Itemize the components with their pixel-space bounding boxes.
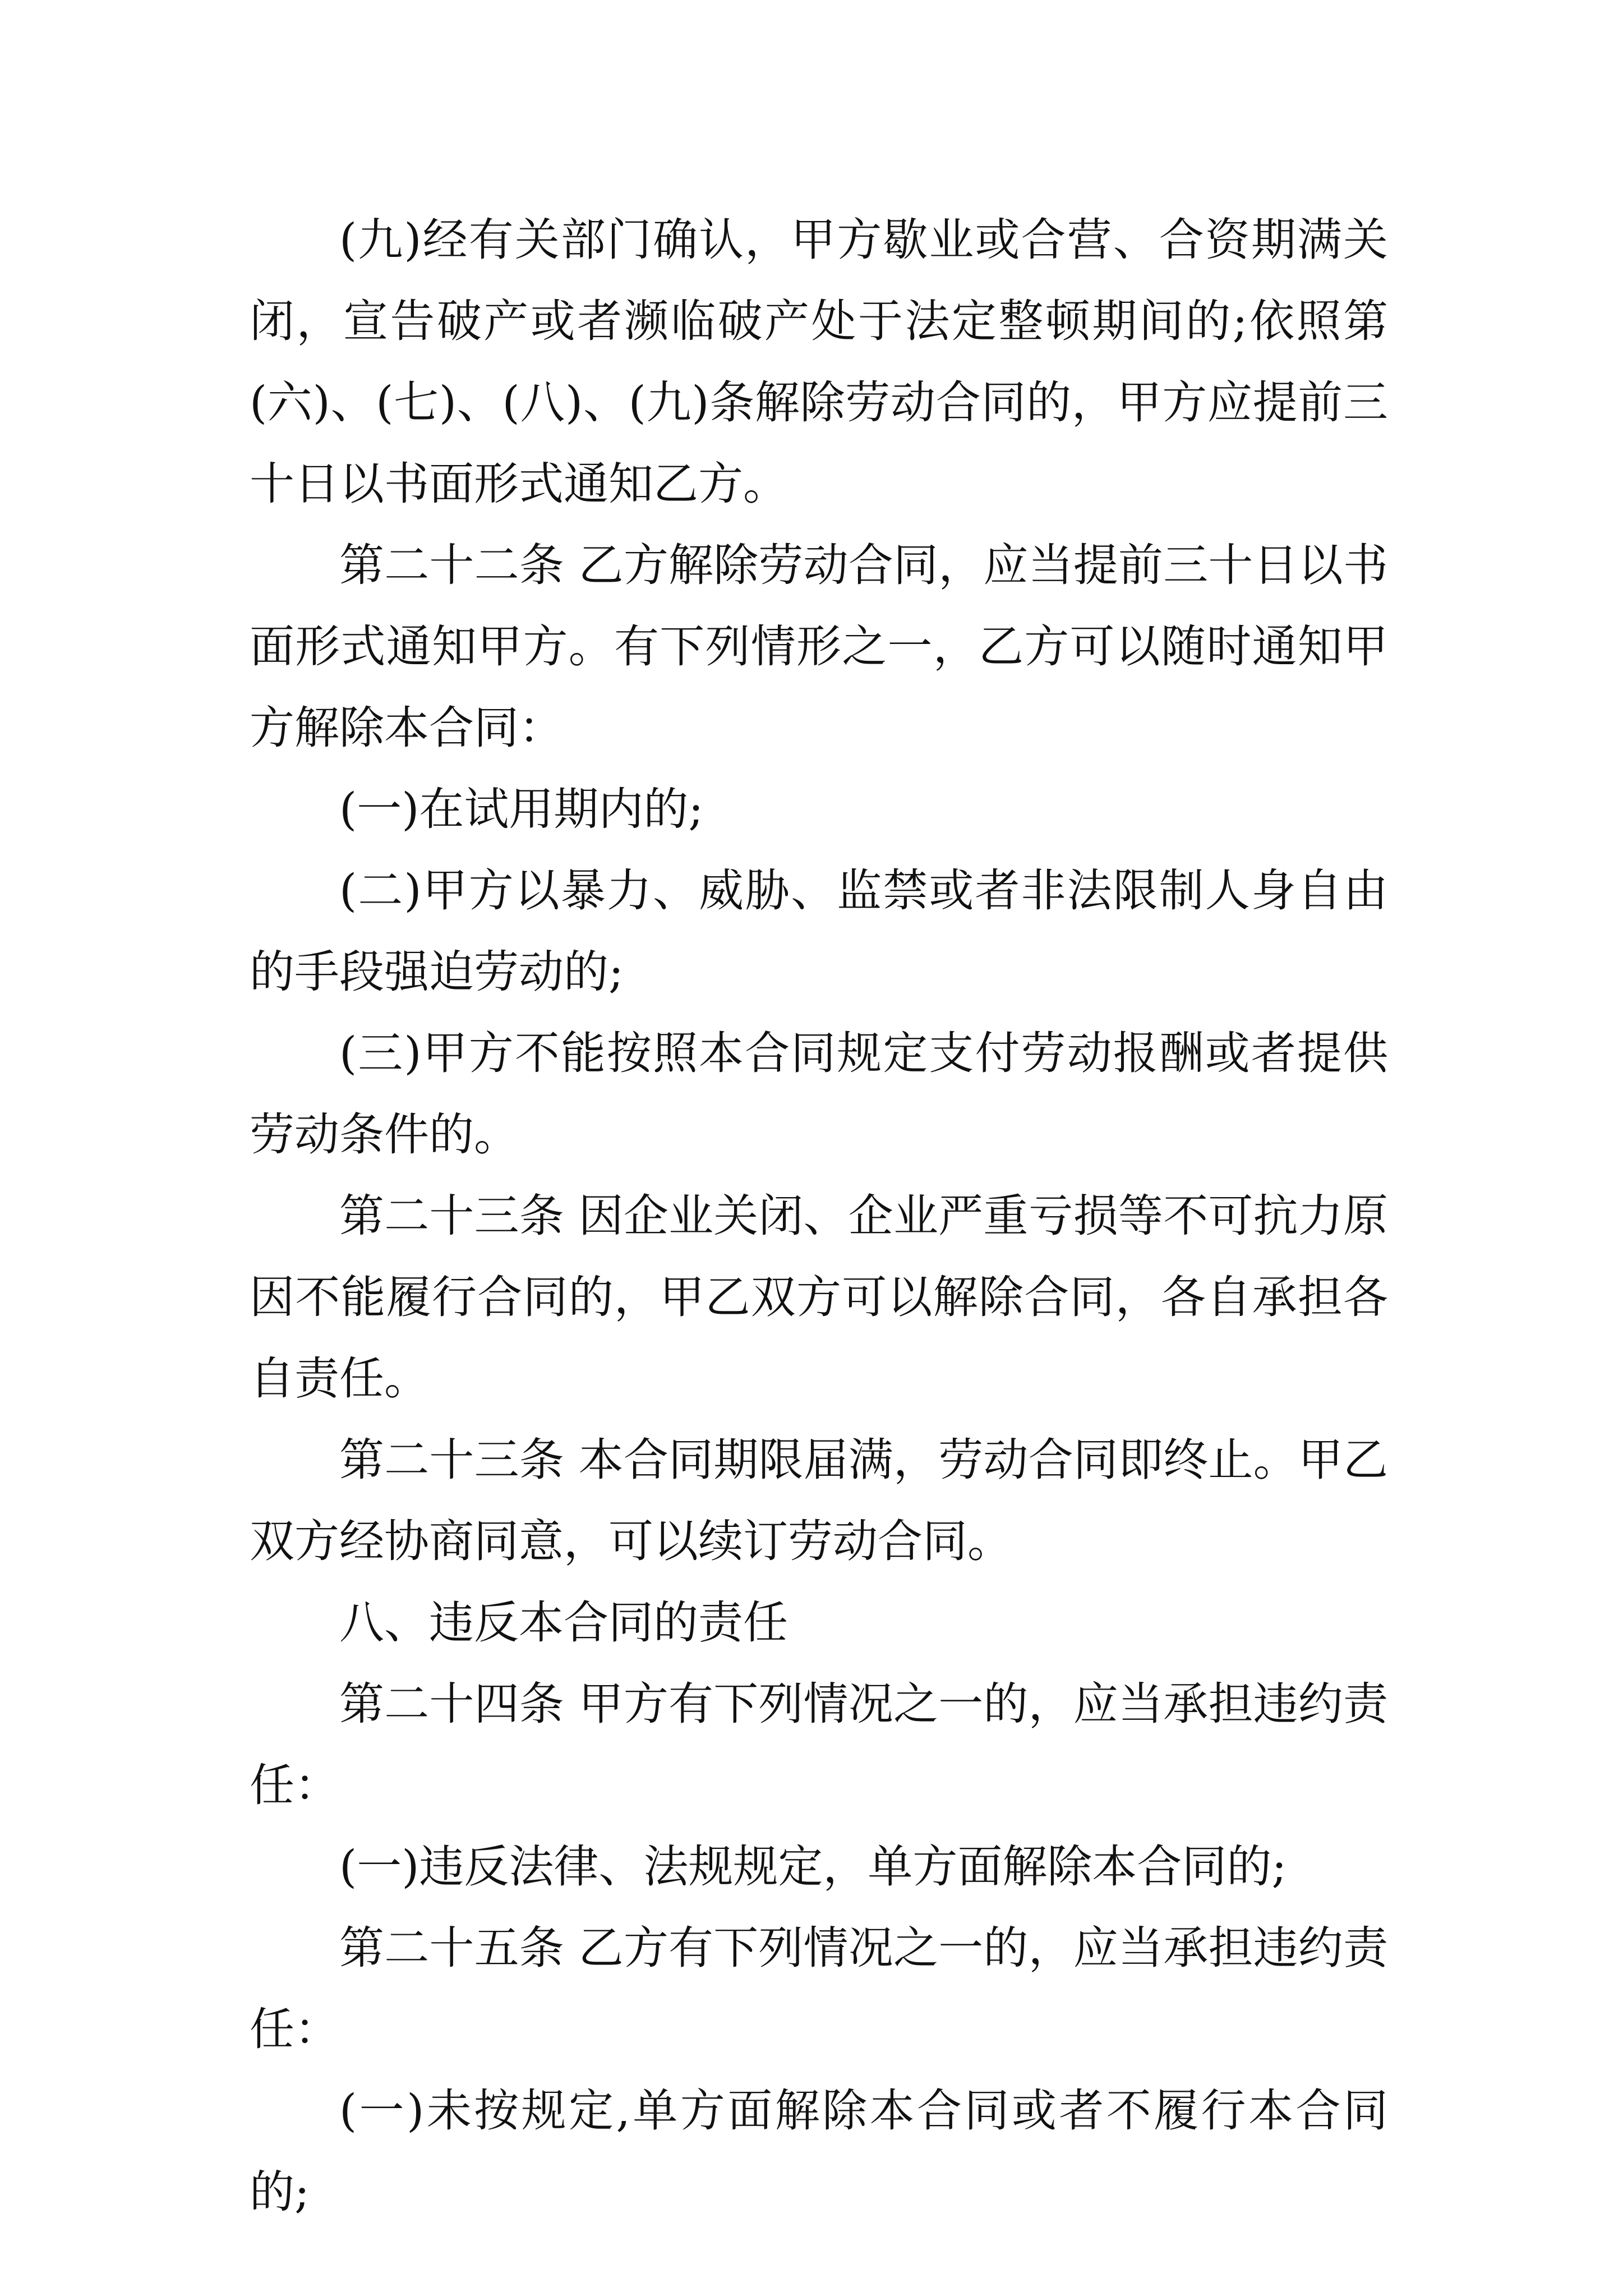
article-23-expiry: 第二十三条 本合同期限届满，劳动合同即终止。甲乙双方经协商同意，可以续订劳动合同。 (250, 1434, 1388, 1567)
article-25-item-1: (一)未按规定,单方面解除本合同或者不履行本合同的; (250, 2085, 1388, 2218)
article-22-item-2: (二)甲方以暴力、威胁、监禁或者非法限制人身自由的手段强迫劳动的; (250, 864, 1388, 998)
section-8-heading: 八、违反本合同的责任 (339, 1596, 788, 1649)
article-23-force-majeure: 第二十三条 因企业关闭、企业严重亏损等不可抗力原因不能履行合同的，甲乙双方可以解除合同，各自承担各自责任。 (250, 1190, 1388, 1405)
article-24-item-1: (一)违反法律、法规规定，单方面解除本合同的; (339, 1841, 1287, 1893)
clause-21-item-9: (九)经有关部门确认，甲方歇业或合营、合资期满关闭，宣告破产或者濒临破产处于法定整顿期间的;依照第(六)、(七)、(八)、(九)条解除劳动合同的，甲方应提前三十日以书面形式通知乙方。 (250, 214, 1388, 510)
document-body (250, 199, 1388, 2233)
article-22-item-3: (三)甲方不能按照本合同规定支付劳动报酬或者提供劳动条件的。 (250, 1027, 1388, 1161)
article-22-item-1: (一)在试用期内的; (339, 783, 704, 835)
article-22: 第二十二条 乙方解除劳动合同，应当提前三十日以书面形式通知甲方。有下列情形之一，乙方可以随时通知甲方解除本合同： (250, 539, 1388, 754)
article-25: 第二十五条 乙方有下列情况之一的，应当承担违约责任： (250, 1922, 1388, 2055)
article-24: 第二十四条 甲方有下列情况之一的，应当承担违约责任： (250, 1678, 1388, 1811)
